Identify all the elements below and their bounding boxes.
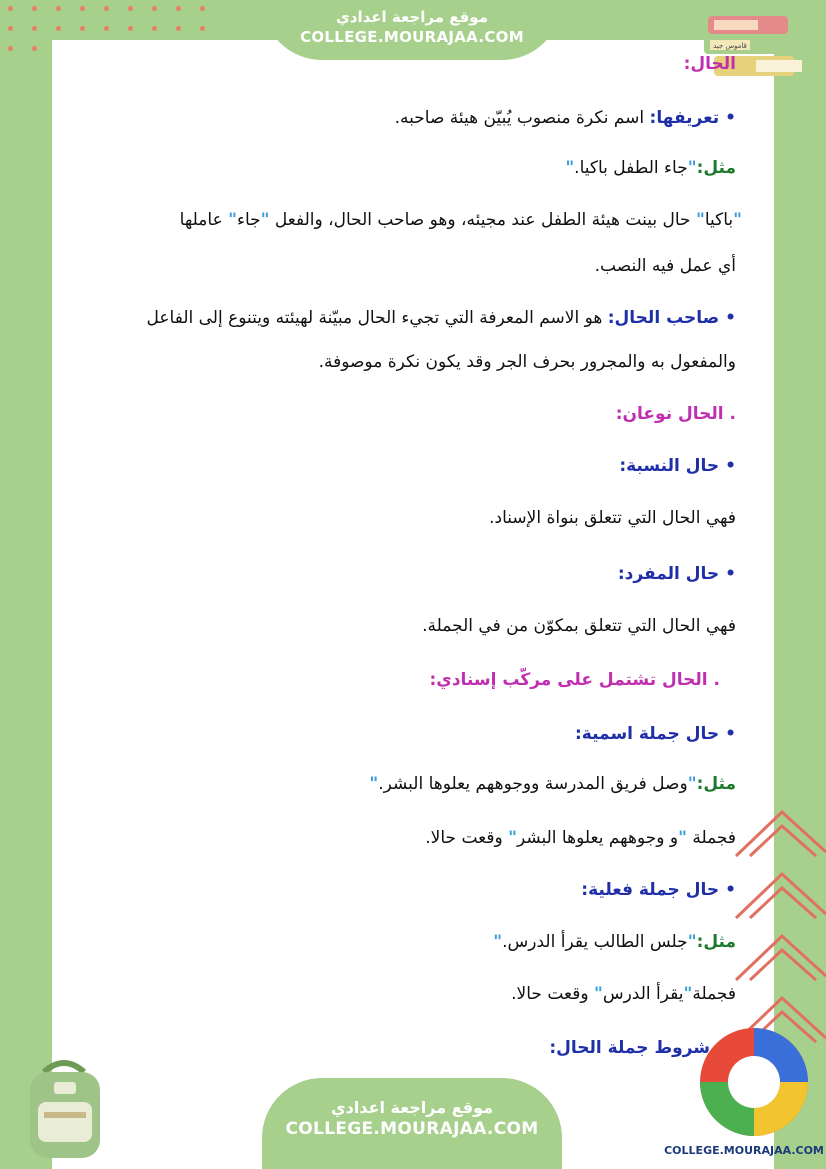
bullet: • [725, 308, 736, 328]
quote-mark: " [678, 828, 687, 848]
line-owner [147, 306, 736, 330]
owner-label: صاحب الحال: [607, 308, 720, 328]
quote-mark: " [565, 158, 575, 178]
explanation-text: حال بينت هيئة الطفل عند مجيئه، وهو صاحب الحال، والفعل [269, 210, 696, 230]
quote-mark: " [593, 984, 603, 1004]
footer-site-name: موقع مراجعة اعدادي [330, 1098, 494, 1117]
quote-mark: " [228, 210, 237, 230]
example-text: وصل فريق المدرسة ووجوههم يعلوها البشر. [378, 774, 688, 794]
line-example-2 [369, 772, 736, 796]
definition-label: تعريفها: [649, 108, 720, 128]
owner-text: هو الاسم المعرفة التي تجيء الحال مبيّنة لهيئته ويتنوع إلى الفاعل [146, 308, 608, 328]
line-example-3-note [511, 982, 736, 1006]
type-1-label: حال النسبة: [619, 456, 720, 476]
quote-mark: " [687, 774, 697, 794]
example-text: جلس الطالب يقرأ الدرس. [502, 932, 688, 952]
line-compound [429, 668, 720, 692]
note-tail: وقعت حالا. [511, 984, 594, 1004]
compound-heading: الحال تشتمل على مركّب إسنادي: [429, 670, 708, 690]
line-owner-2 [319, 350, 736, 374]
explanation-text-2: أي عمل فيه النصب. [594, 256, 736, 276]
line-type-2 [618, 562, 736, 586]
explanation-tail: عاملها [179, 210, 229, 230]
books-label: قاموس جيد [713, 42, 747, 50]
line-example-2-note [425, 826, 736, 850]
section-title: الحال: [683, 54, 736, 74]
backpack-icon [14, 1052, 114, 1162]
example-label: مثل: [696, 774, 736, 794]
header-site-url[interactable]: COLLEGE.MOURAJAA.COM [300, 28, 524, 46]
owner-text-2: والمفعول به والمجرور بحرف الجر وقد يكون نكرة موصوفة. [318, 352, 736, 372]
definition-text: اسم نكرة منصوب يُبيّن هيئة صاحبه. [394, 108, 650, 128]
line-type-2-desc [422, 614, 736, 638]
explanation-word: باكيا [704, 210, 734, 230]
quote-mark: " [683, 984, 693, 1004]
bullet: • [725, 880, 736, 900]
chevron-up-icon [730, 790, 826, 860]
pink-bullet: . [707, 670, 720, 690]
logo-url[interactable]: COLLEGE.MOURAJAA.COM [664, 1144, 824, 1157]
example-label: مثل: [696, 932, 736, 952]
types-heading: الحال نوعان: [615, 404, 724, 424]
quote-mark: " [493, 932, 503, 952]
books-icon [700, 8, 805, 88]
quote-mark: " [733, 210, 742, 230]
note-phrase: يقرأ الدرس [602, 984, 684, 1004]
note-text: فجملة [692, 984, 736, 1004]
chevron-up-icon [730, 852, 826, 922]
line-example-1 [565, 156, 736, 180]
conditions-heading: شروط جملة الحال: [549, 1038, 710, 1058]
type-2-label: حال المفرد: [617, 564, 720, 584]
example-text: جاء الطفل باكيا. [574, 158, 688, 178]
header-site-name: موقع مراجعة اعدادي [336, 8, 488, 26]
line-type-1 [619, 454, 736, 478]
bullet: • [725, 564, 736, 584]
note-text: فجملة [686, 828, 736, 848]
line-nominal [575, 722, 736, 746]
line-types [616, 402, 736, 426]
line-type-1-desc [489, 506, 736, 530]
quote-mark: " [369, 774, 379, 794]
footer-tab [262, 1078, 562, 1169]
bullet: • [725, 108, 736, 128]
bullet: • [725, 724, 736, 744]
quote-mark: " [508, 828, 517, 848]
quote-mark: " [260, 210, 270, 230]
line-definition [395, 106, 736, 130]
line-verbal [581, 878, 736, 902]
line-example-3 [493, 930, 736, 954]
line-title [684, 52, 736, 76]
bullet: • [725, 456, 736, 476]
quote-mark: " [695, 210, 705, 230]
example-label: مثل: [696, 158, 736, 178]
pink-bullet: . [723, 404, 736, 424]
line-explanation-1 [180, 208, 742, 232]
school-logo-icon [694, 1022, 814, 1142]
chevron-up-icon [730, 914, 826, 984]
note-tail: وقعت حالا. [425, 828, 509, 848]
nominal-label: حال جملة اسمية: [575, 724, 720, 744]
header-tab [262, 0, 562, 60]
type-1-desc: فهي الحال التي تتعلق بنواة الإسناد. [489, 508, 736, 528]
footer-site-url[interactable]: COLLEGE.MOURAJAA.COM [285, 1119, 539, 1139]
explanation-verb: جاء [236, 210, 261, 230]
verbal-label: حال جملة فعلية: [581, 880, 720, 900]
type-2-desc: فهي الحال التي تتعلق بمكوّن من في الجملة. [422, 616, 736, 636]
quote-mark: " [687, 158, 697, 178]
note-phrase: و وجوههم يعلوها البشر [516, 828, 679, 848]
line-explanation-2 [595, 254, 736, 278]
line-conditions [549, 1036, 710, 1060]
quote-mark: " [687, 932, 697, 952]
